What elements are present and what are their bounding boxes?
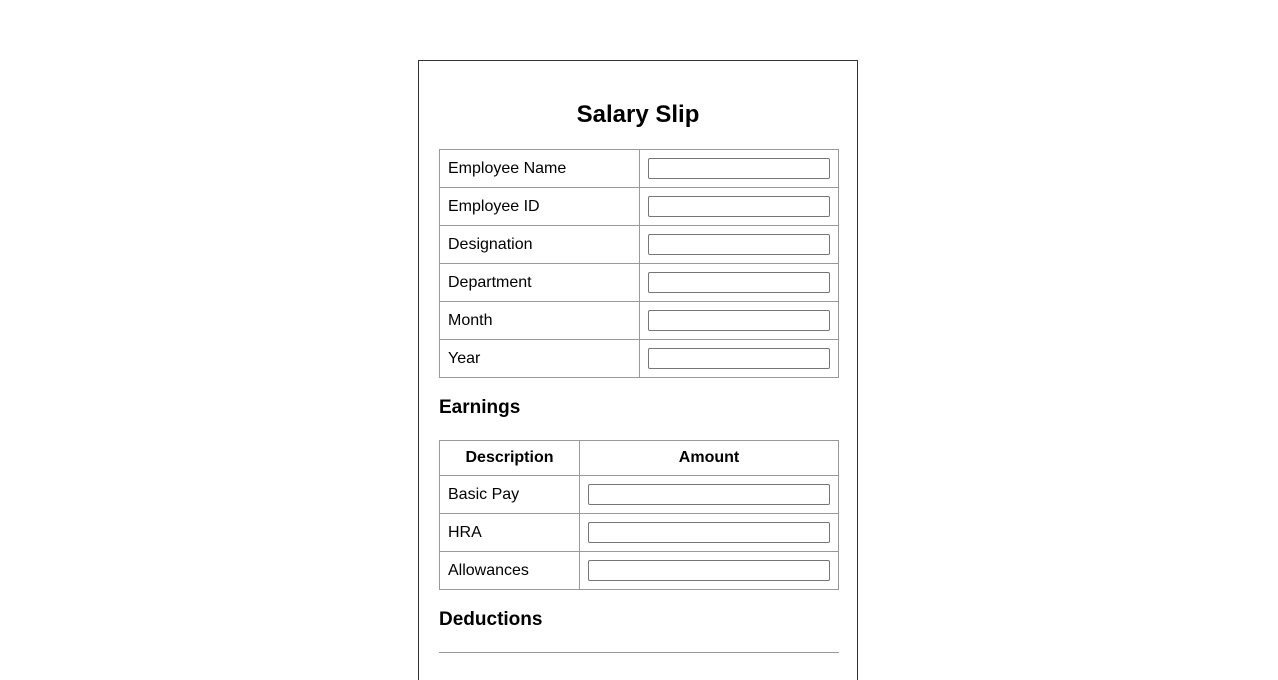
department-input[interactable] [648, 272, 830, 293]
employee-id-input[interactable] [648, 196, 830, 217]
designation-label: Designation [440, 226, 640, 264]
allowances-input[interactable] [588, 560, 830, 581]
allowances-label: Allowances [440, 552, 580, 590]
hra-input[interactable] [588, 522, 830, 543]
year-input[interactable] [648, 348, 830, 369]
table-row [440, 150, 839, 188]
deductions-table-top-border [439, 652, 839, 653]
department-label: Department [440, 264, 640, 302]
month-input[interactable] [648, 310, 830, 331]
description-column-header: Description [440, 441, 580, 476]
employee-name-label: Employee Name [440, 150, 640, 188]
month-label: Month [440, 302, 640, 340]
basic-pay-input[interactable] [588, 484, 830, 505]
table-row [440, 476, 839, 514]
employee-info-table [439, 149, 839, 378]
employee-id-label: Employee ID [440, 188, 640, 226]
table-row [440, 514, 839, 552]
employee-name-input[interactable] [648, 158, 830, 179]
table-row [440, 188, 839, 226]
amount-column-header: Amount [580, 441, 839, 476]
basic-pay-label: Basic Pay [440, 476, 580, 514]
table-row [440, 226, 839, 264]
salary-slip [418, 60, 858, 680]
table-row [440, 264, 839, 302]
earnings-heading: Earnings [439, 397, 521, 418]
designation-input[interactable] [648, 234, 830, 255]
table-row [440, 340, 839, 378]
hra-label: HRA [440, 514, 580, 552]
page-title: Salary Slip [576, 101, 700, 128]
table-header-row [440, 441, 839, 476]
table-row [440, 552, 839, 590]
deductions-heading: Deductions [439, 609, 543, 630]
table-row [440, 302, 839, 340]
year-label: Year [440, 340, 640, 378]
earnings-table [439, 440, 839, 590]
